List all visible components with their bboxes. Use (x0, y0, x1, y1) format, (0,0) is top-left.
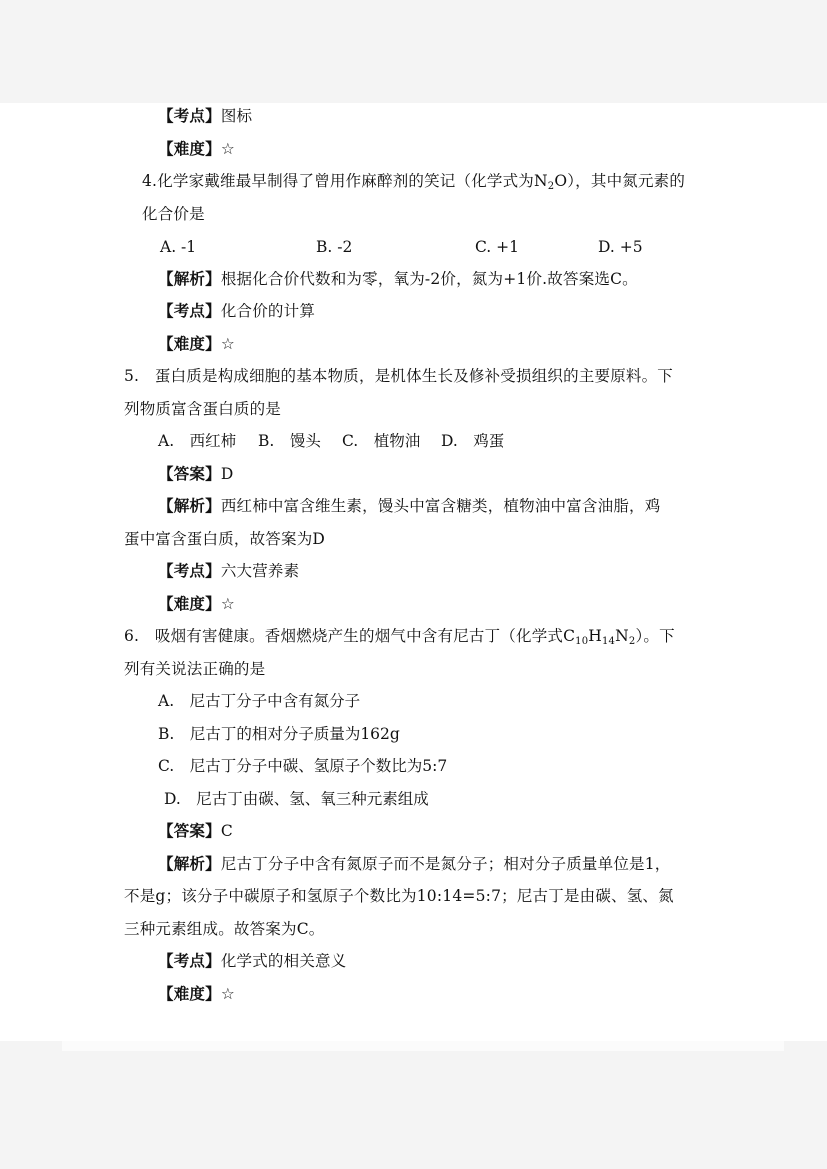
q6-option-c: C. 尼古丁分子中碳、氢原子个数比为5:7 (158, 757, 448, 775)
q5-nandu: 【难度】☆ (158, 594, 235, 613)
bottom-margin (0, 1041, 827, 1169)
q6-nandu: 【难度】☆ (158, 984, 235, 1003)
q5-option-d: D. 鸡蛋 (441, 432, 505, 450)
difficulty-star: ☆ (220, 595, 235, 613)
q4-nandu: 【难度】☆ (158, 334, 235, 353)
q6-option-d: D. 尼古丁由碳、氢、氧三种元素组成 (164, 790, 429, 808)
kaodian-value: 图标 (220, 107, 253, 125)
q4-stem-line2: 化合价是 (142, 205, 205, 223)
q5-daan: 【答案】D (158, 464, 234, 483)
q6-option-a: A. 尼古丁分子中含有氮分子 (158, 692, 361, 710)
q5-stem-line2: 列物质富含蛋白质的是 (124, 400, 282, 418)
q5-stem-line1: 5. 蛋白质是构成细胞的基本物质，是机体生长及修补受损组织的主要原料。下 (124, 367, 673, 385)
q6-option-b: B. 尼古丁的相对分子质量为162g (158, 725, 400, 743)
q5-kaodian: 【考点】六大营养素 (158, 561, 300, 580)
q6-jiexi-line2: 不是g；该分子中碳原子和氢原子个数比为10:14=5:7；尼古丁是由碳、氢、氮 (124, 887, 674, 905)
difficulty-star: ☆ (220, 140, 235, 158)
top-margin (0, 0, 827, 103)
q4-kaodian: 【考点】化合价的计算 (158, 301, 316, 320)
q5-jiexi-line2: 蛋中富含蛋白质，故答案为D (124, 530, 326, 548)
q3-kaodian (158, 106, 252, 126)
difficulty-star: ☆ (220, 985, 235, 1003)
difficulty-star: ☆ (220, 335, 235, 353)
q6-stem-line1: 6. 吸烟有害健康。香烟燃烧产生的烟气中含有尼古丁（化学式$C_{10}H_{14}N_2$）。下 (124, 627, 675, 647)
q5-option-a: A. 西红柿 (158, 432, 237, 450)
kaodian-label: 【考点】 (158, 106, 221, 125)
q6-jiexi-line3: 三种元素组成。故答案为C。 (124, 920, 325, 938)
q4-option-b: B. -2 (316, 238, 353, 256)
q6-jiexi-line1: 【解析】尼古丁分子中含有氮原子而不是氮分子；相对分子质量单位是1， (158, 854, 671, 873)
q6-kaodian: 【考点】化学式的相关意义 (158, 951, 347, 970)
q5-jiexi-line1: 【解析】西红柿中富含维生素，馒头中富含糖类，植物油中富含油脂，鸡 (158, 496, 661, 515)
q4-option-a: A. -1 (160, 238, 197, 256)
q5-option-c: C. 植物油 (342, 432, 421, 450)
q6-stem-line2: 列有关说法正确的是 (124, 660, 266, 678)
q6-daan: 【答案】C (158, 821, 233, 840)
q3-nandu (158, 139, 235, 159)
q4-stem-line1: 4.化学家戴维最早制得了曾用作麻醉剂的笑记（化学式为$N_2O$），其中氮元素的 (142, 172, 686, 192)
q4-jiexi: 【解析】根据化合价代数和为零，氧为-2价，氮为+1价.故答案选C。 (158, 269, 638, 288)
q4-option-d: D. +5 (598, 238, 643, 256)
nandu-label: 【难度】 (158, 139, 221, 158)
q4-option-c: C. +1 (475, 238, 520, 256)
q5-option-b: B. 馒头 (258, 432, 321, 450)
